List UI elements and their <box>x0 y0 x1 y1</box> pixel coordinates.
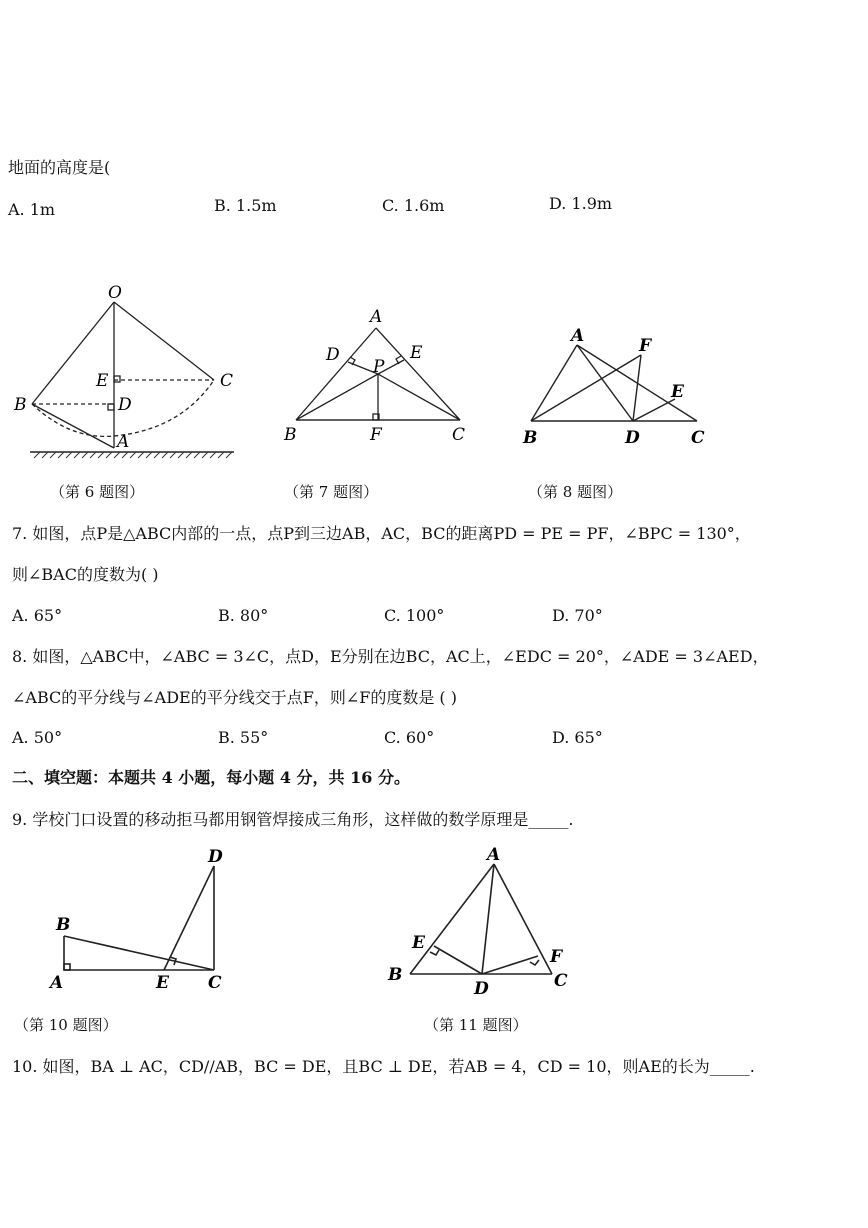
fig7-label-p: P <box>373 357 385 377</box>
fig8-label-a: A <box>571 326 585 346</box>
fig11-label-f: F <box>550 947 563 967</box>
fig10-label-a: A <box>50 973 64 993</box>
section-2-heading: 二、填空题：本题共 4 小题，每小题 4 分，共 16 分。 <box>12 768 410 787</box>
q7-option-b: B. 80° <box>218 606 269 625</box>
figure-7 <box>270 300 480 450</box>
fig7-label-d: D <box>326 345 340 365</box>
fig6-label-b: B <box>14 395 27 415</box>
fig7-label-f: F <box>370 425 382 445</box>
fig11-label-b: B <box>388 965 403 985</box>
fig8-label-b: B <box>523 428 538 448</box>
fig7-label-b: B <box>284 425 297 445</box>
fig6-label-e: E <box>96 371 109 391</box>
fig8-label-e: E <box>671 382 684 402</box>
fig6-caption: （第 6 题图） <box>50 483 145 501</box>
q8-option-b: B. 55° <box>218 728 269 747</box>
fig6-label-d: D <box>118 395 132 415</box>
fig8-label-c: C <box>691 428 705 448</box>
fig6-label-c: C <box>220 371 234 391</box>
fig11-label-c: C <box>554 971 568 991</box>
fig6-label-a: A <box>117 432 130 452</box>
q6-stem-tail: 地面的高度是( <box>8 158 111 177</box>
q6-option-a: A. 1m <box>8 200 56 219</box>
fig7-caption: （第 7 题图） <box>284 483 379 501</box>
q8-option-c: C. 60° <box>384 728 435 747</box>
q6-option-d: D. 1.9m <box>549 194 613 213</box>
q7-option-a: A. 65° <box>12 606 63 625</box>
fig10-label-c: C <box>208 973 222 993</box>
figure-8 <box>515 315 715 450</box>
q8-stem-line1: 8. 如图，△ABC中，∠ABC = 3∠C，点D，E分别在边BC，AC上，∠EDC = 20°，∠ADE = 3∠AED， <box>12 647 769 666</box>
fig8-caption: （第 8 题图） <box>528 483 623 501</box>
q6-option-c: C. 1.6m <box>382 196 445 215</box>
fig7-label-a: A <box>370 307 383 327</box>
fig11-label-d: D <box>474 979 489 999</box>
fig8-label-f: F <box>639 336 652 356</box>
fig10-caption: （第 10 题图） <box>14 1016 118 1034</box>
fig10-label-b: B <box>56 915 71 935</box>
fig11-caption: （第 11 题图） <box>424 1016 528 1034</box>
q7-stem-line2: 则∠BAC的度数为( ) <box>12 565 159 584</box>
fig11-label-e: E <box>412 933 425 953</box>
q8-option-d: D. 65° <box>552 728 603 747</box>
fig10-label-e: E <box>156 973 169 993</box>
fig11-label-a: A <box>487 845 501 865</box>
fig8-label-d: D <box>625 428 640 448</box>
q6-option-b: B. 1.5m <box>214 196 277 215</box>
fig7-label-e: E <box>410 343 423 363</box>
figure-6 <box>0 280 260 470</box>
q7-option-d: D. 70° <box>552 606 603 625</box>
q9-stem: 9. 学校门口设置的移动拒马都用钢管焊接成三角形，这样做的数学原理是_____. <box>12 810 574 829</box>
fig10-label-d: D <box>208 847 223 867</box>
q7-stem-line1: 7. 如图，点P是△ABC内部的一点，点P到三边AB，AC，BC的距离PD = PE = PF，∠BPC = 130°， <box>12 524 751 543</box>
figure-11 <box>380 838 580 1003</box>
q10-stem: 10. 如图，BA ⊥ AC，CD//AB，BC = DE，且BC ⊥ DE，若AB = 4，CD = 10，则AE的长为_____. <box>12 1057 755 1076</box>
figure-10 <box>40 840 240 1000</box>
q7-option-c: C. 100° <box>384 606 445 625</box>
q8-stem-line2: ∠ABC的平分线与∠ADE的平分线交于点F，则∠F的度数是 ( ) <box>12 688 457 707</box>
q8-option-a: A. 50° <box>12 728 63 747</box>
fig6-label-o: O <box>108 283 122 303</box>
fig7-label-c: C <box>452 425 466 445</box>
